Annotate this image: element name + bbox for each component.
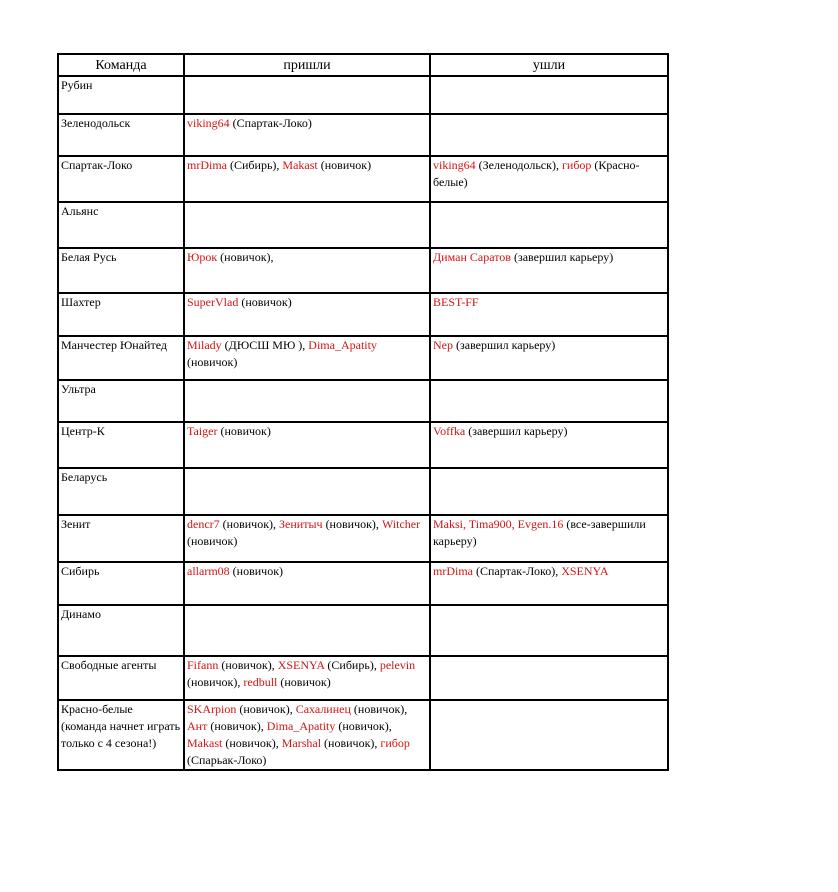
player-note: (новичок), <box>225 736 279 750</box>
arrived-cell <box>184 562 430 605</box>
team-cell: Центр-К <box>58 422 184 468</box>
team-cell: Сибирь <box>58 562 184 605</box>
table-row <box>58 293 668 336</box>
arrived-cell <box>184 114 430 156</box>
player-name: гибор <box>380 736 410 750</box>
player-name: dencr7 <box>187 517 220 531</box>
player-note: (Красно-белые) <box>433 158 640 189</box>
player-name: mrDima <box>187 158 227 172</box>
team-cell: Зеленодольск <box>58 114 184 156</box>
team-cell: Альянс <box>58 202 184 248</box>
team-cell: Рубин <box>58 76 184 114</box>
table-row <box>58 515 668 562</box>
table-row <box>58 114 668 156</box>
player-note: (новичок) <box>320 158 372 172</box>
arrived-cell <box>184 156 430 202</box>
left-cell <box>430 422 668 468</box>
player-name: mrDima <box>433 564 473 578</box>
player-note: (новичок) <box>187 355 238 369</box>
table-row <box>58 202 668 248</box>
left-cell <box>430 76 668 114</box>
table-row <box>58 700 668 770</box>
player-note: (новичок) <box>220 424 271 438</box>
arrived-cell <box>184 248 430 293</box>
arrived-cell <box>184 605 430 656</box>
player-note: (завершил карьеру) <box>513 250 614 264</box>
header-team: Команда <box>58 54 184 76</box>
player-name: SKArpion <box>187 702 237 716</box>
header-arrived: пришли <box>184 54 430 76</box>
team-cell: Шахтер <box>58 293 184 336</box>
team-cell: Белая Русь <box>58 248 184 293</box>
player-name: BEST-FF <box>433 295 479 309</box>
arrived-cell <box>184 422 430 468</box>
player-note: (Зеленодольск), <box>478 158 559 172</box>
player-note: (новичок), <box>338 719 392 733</box>
left-cell <box>430 156 668 202</box>
player-note: (ДЮСШ МЮ ), <box>224 338 306 352</box>
team-cell: Манчестер Юнайтед <box>58 336 184 380</box>
player-note: (Сибирь), <box>230 158 280 172</box>
arrived-cell <box>184 202 430 248</box>
player-note: (новичок) <box>187 534 238 548</box>
player-note: (новичок), <box>353 702 408 716</box>
player-name: Dima_Apatity <box>308 338 377 352</box>
arrived-cell <box>184 515 430 562</box>
arrived-cell <box>184 700 430 770</box>
player-name: viking64 <box>433 158 476 172</box>
player-name: Witcher <box>381 517 421 531</box>
table-row <box>58 656 668 700</box>
player-note: (Спартак-Локо) <box>232 116 312 130</box>
player-note: (завершил карьеру) <box>468 424 568 438</box>
player-name: Зенитыч <box>279 517 323 531</box>
team-cell: Зенит <box>58 515 184 562</box>
player-name: Makast <box>187 736 223 750</box>
player-note: (новичок), <box>220 250 274 264</box>
player-name: redbull <box>243 675 278 689</box>
team-cell: Беларусь <box>58 468 184 515</box>
player-name: Taiger <box>187 424 218 438</box>
team-cell: Спартак-Локо <box>58 156 184 202</box>
player-name: Makast <box>282 158 318 172</box>
arrived-cell <box>184 468 430 515</box>
player-name: Ант <box>187 719 208 733</box>
team-cell: Красно-белые (команда начнет играть только с 4 сезона!) <box>58 700 184 770</box>
player-note: (все-завершили карьеру) <box>433 517 646 548</box>
player-name: Marshal <box>281 736 322 750</box>
player-name: pelevin <box>379 658 416 672</box>
player-note: (новичок) <box>280 675 331 689</box>
left-cell <box>430 114 668 156</box>
player-note: (новичок), <box>325 517 379 531</box>
table-row <box>58 562 668 605</box>
team-cell: Динамо <box>58 605 184 656</box>
left-cell <box>430 562 668 605</box>
table-row <box>58 380 668 422</box>
arrived-cell <box>184 656 430 700</box>
player-note: (новичок) <box>241 295 292 309</box>
arrived-cell <box>184 76 430 114</box>
left-cell <box>430 515 668 562</box>
player-name: Юрок <box>187 250 218 264</box>
player-note: (новичок) <box>232 564 284 578</box>
left-cell <box>430 605 668 656</box>
left-cell <box>430 336 668 380</box>
player-name: Milady <box>187 338 222 352</box>
arrived-cell <box>184 293 430 336</box>
player-name: XSENYA <box>561 564 609 578</box>
left-cell <box>430 468 668 515</box>
header-row <box>58 54 668 76</box>
player-name: viking64 <box>187 116 230 130</box>
header-left: ушли <box>430 54 668 76</box>
arrived-cell <box>184 336 430 380</box>
left-cell <box>430 202 668 248</box>
player-note: (новичок), <box>239 702 293 716</box>
team-cell: Ультра <box>58 380 184 422</box>
left-cell <box>430 656 668 700</box>
transfers-table <box>57 53 669 771</box>
arrived-cell <box>184 380 430 422</box>
player-name: Dima_Apatity <box>266 719 336 733</box>
table-row <box>58 336 668 380</box>
player-note: (новичок), <box>324 736 378 750</box>
left-cell <box>430 700 668 770</box>
player-note: (завершил карьеру) <box>456 338 556 352</box>
player-name: SuperVlad <box>187 295 239 309</box>
player-note: (Спартак-Локо), <box>476 564 559 578</box>
table-row <box>58 468 668 515</box>
table-row <box>58 76 668 114</box>
player-name: гибор <box>561 158 592 172</box>
table-row <box>58 422 668 468</box>
table-row <box>58 156 668 202</box>
table-row <box>58 605 668 656</box>
left-cell <box>430 248 668 293</box>
player-note: (новичок), <box>187 675 241 689</box>
team-cell: Свободные агенты <box>58 656 184 700</box>
player-note: (Спарьак-Локо) <box>187 753 267 767</box>
table-row <box>58 248 668 293</box>
left-cell <box>430 380 668 422</box>
player-name: Maksi, Tima900, Evgen.16 <box>433 517 564 531</box>
left-cell <box>430 293 668 336</box>
table-body <box>58 76 668 770</box>
player-name: Сахалинец <box>295 702 351 716</box>
player-name: Voffka <box>433 424 466 438</box>
player-note: (новичок), <box>210 719 264 733</box>
player-name: Fifann <box>187 658 219 672</box>
player-note: (Сибирь), <box>327 658 377 672</box>
player-name: Nep <box>433 338 453 352</box>
player-note: (новичок), <box>222 517 277 531</box>
player-note: (новичок), <box>221 658 275 672</box>
player-name: XSENYA <box>277 658 325 672</box>
player-name: allarm08 <box>187 564 230 578</box>
player-name: Диман Саратов <box>433 250 511 264</box>
